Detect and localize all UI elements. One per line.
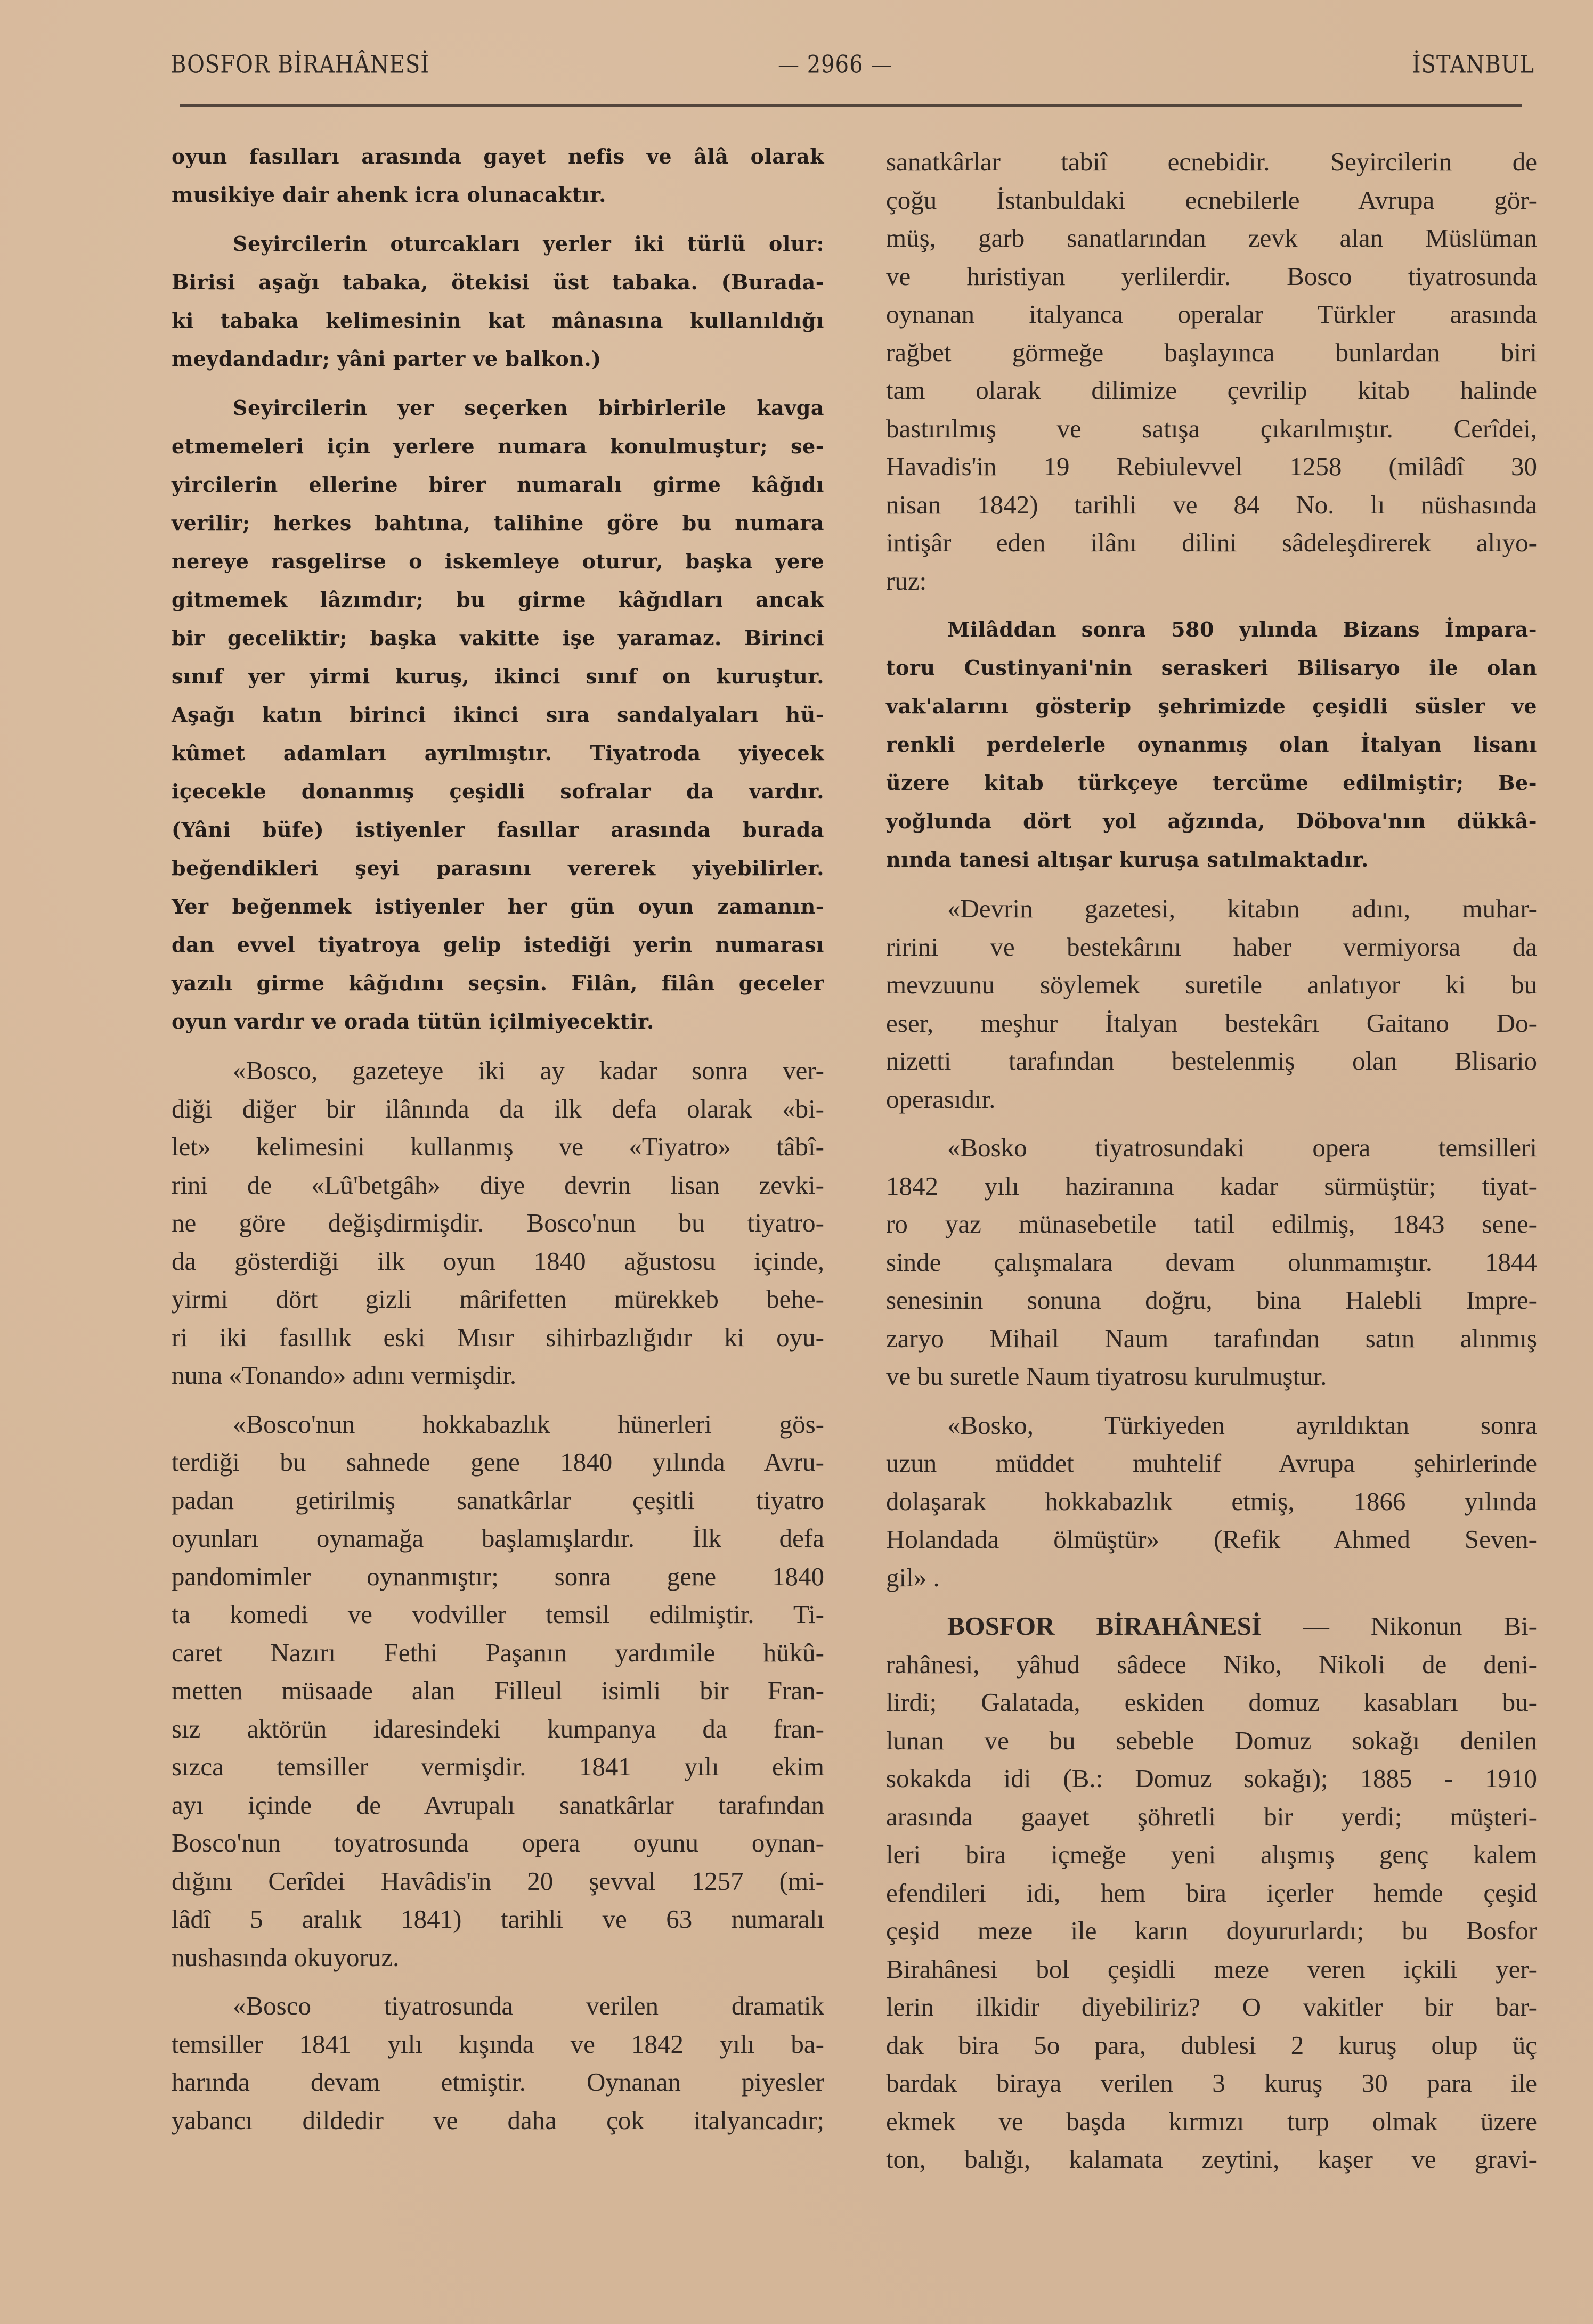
text-line: lâdî 5 aralık 1841) tarihli ve 63 numaralı (172, 1904, 824, 1934)
text-line: diği diğer bir ilânında da ilk defa olarak «bi- (172, 1094, 824, 1123)
text-line: uzun müddet muhtelif Avrupa şehirlerinde (886, 1448, 1537, 1478)
text-line: nizetti tarafından bestelenmiş olan Blisario (886, 1046, 1537, 1075)
text-line: dolaşarak hokkabazlık etmiş, 1866 yılında (886, 1486, 1537, 1516)
text-line: Milâddan sonra 580 yılında Bizans İmpara- (947, 617, 1537, 641)
text-line: üzere kitab türkçeye tercüme edilmiştir; Be- (886, 771, 1537, 795)
text-line: içecekle donanmış çeşidli sofralar da vardır. (172, 779, 824, 803)
text-line: ayı içinde de Avrupalı sanatkârlar tarafından (172, 1790, 824, 1820)
text-line: renkli perdelerle oynanmış olan İtalyan lisanı (886, 732, 1537, 756)
text-line: metten müsaade alan Filleul isimli bir Fran- (172, 1676, 824, 1705)
paragraph (886, 1129, 1537, 1396)
text-line: sokakda idi (B.: Domuz sokağı); 1885 - 1910 (886, 1764, 1537, 1793)
text-line: nında tanesi altışar kuruşa satılmaktadır. (886, 847, 1369, 871)
quoted-advertisement-block (886, 610, 1537, 879)
text-line: ririni ve bestekârını haber vermiyorsa da (886, 932, 1537, 961)
text-line: terdiği bu sahnede gene 1840 yılında Avru- (172, 1447, 824, 1477)
text-line: Seyircilerin yer seçerken birbirlerile kavga (233, 396, 824, 420)
text-line: ri iki fasıllık eski Mısır sihirbazlığıdır ki oyu- (172, 1322, 824, 1352)
text-line: rini de «Lû'betgâh» diye devrin lisan zevki- (172, 1170, 824, 1200)
text-line: sanatkârlar tabiî ecnebidir. Seyircilerin de (886, 147, 1537, 176)
page-number: — 2966 — (778, 51, 893, 79)
text-line: let» kelimesini kullanmış ve «Tiyatro» tâbî- (172, 1132, 824, 1161)
text-line: oyun vardır ve orada tütün içilmiyecektir. (172, 1009, 654, 1033)
text-line: Bosco'nun toyatrosunda opera oyunu oynan- (172, 1828, 824, 1857)
text-line: lirdi; Galatada, eskiden domuz kasabları bu- (886, 1687, 1537, 1717)
text-line: nuna «Tonando» adını vermişdir. (172, 1360, 517, 1390)
text-line: da gösterdiği ilk oyun 1840 ağustosu içinde, (172, 1246, 824, 1276)
text-line: kûmet adamları ayrılmıştır. Tiyatroda yiyecek (172, 741, 824, 765)
text-line: Birahânesi bol çeşidli meze veren içkili yer- (886, 1954, 1537, 1984)
text-line: harında devam etmiştir. Oynanan piyesler (172, 2067, 824, 2097)
text-line: Yer beğenmek istiyenler her gün oyun zamanın- (172, 894, 824, 918)
left-column (172, 137, 824, 2139)
header-entry-title: BOSFOR BİRAHÂNESİ (170, 51, 430, 79)
encyclopedia-entry (886, 1607, 1537, 2179)
text-line: «Devrin gazetesi, kitabın adını, muhar- (947, 894, 1537, 923)
text-line: operasıdır. (886, 1084, 996, 1114)
text-line: verilir; herkes bahtına, talihine göre bu numara (172, 511, 824, 535)
text-line: etmemeleri için yerlere numara konulmuştur; se- (172, 434, 824, 458)
text-line: Havadis'in 19 Rebiulevvel 1258 (milâdî 30 (886, 452, 1537, 481)
text-line: ne göre değişdirmişdir. Bosco'nun bu tiyatro- (172, 1208, 824, 1237)
text-line: musikiye dair ahenk icra olunacaktır. (172, 183, 606, 207)
text-line: sızca temsiller vermişdir. 1841 yılı ekim (172, 1752, 824, 1781)
text-line: senesinin sonuna doğru, bina Halebli Impre- (886, 1285, 1537, 1315)
text-line: nereye rasgelirse o iskemleye oturur, başka yere (172, 549, 824, 573)
text-line: «Bosko tiyatrosundaki opera temsilleri (947, 1133, 1537, 1162)
text-line: meydandadır; yâni parter ve balkon.) (172, 347, 602, 371)
text-line: arasında gaayet şöhretli bir yerdi; müşteri- (886, 1801, 1537, 1831)
text-line: Holandada ölmüştür» (Refik Ahmed Seven- (886, 1524, 1537, 1554)
text-line: çoğu İstanbuldaki ecnebilerle Avrupa gör- (886, 185, 1537, 215)
text-line: oynanan italyanca operalar Türkler arasında (886, 299, 1537, 329)
text-line: rağbet görmeğe başlayınca bunlardan biri (886, 337, 1537, 367)
text-line: (Yâni büfe) istiyenler fasıllar arasında burada (172, 818, 824, 842)
text-line: «Bosco, gazeteye iki ay kadar sonra ver- (233, 1056, 824, 1085)
text-line: oyunları oynamağa başlamışlardır. İlk defa (172, 1523, 824, 1553)
text-line: caret Nazırı Fethi Paşanın yardımile hükû- (172, 1637, 824, 1667)
text-line: yazılı girme kâğıdını seçsin. Filân, filân geceler (172, 971, 824, 995)
text-line: gil» . (886, 1562, 940, 1592)
text-line: padan getirilmiş sanatkârlar çeşitli tiyatro (172, 1485, 824, 1515)
text-line: müş, garb sanatlarından zevk alan Müslüman (886, 223, 1537, 252)
text-line: intişâr eden ilânı dilini sâdeleşdirerek alıyo- (886, 528, 1537, 557)
text-line: yoğlunda dört yol ağzında, Döbova'nın dükkâ- (886, 809, 1537, 833)
text-line: lunan ve bu sebeble Domuz sokağı denilen (886, 1725, 1537, 1755)
text-line: Aşağı katın birinci ikinci sıra sandalyaları hü- (172, 703, 824, 727)
text-line: «Bosko, Türkiyeden ayrıldıktan sonra (947, 1410, 1537, 1440)
text-line: ton, balığı, kalamata zeytini, kaşer ve gravi- (886, 2144, 1537, 2174)
text-line: nushasında okuyoruz. (172, 1942, 400, 1972)
text-line: «Bosco tiyatrosunda verilen dramatik (233, 1991, 824, 2020)
running-header (170, 51, 1534, 83)
text-line: çeşid meze ile karın doyururlardı; bu Bosfor (886, 1916, 1537, 1945)
text-line: gitmemek lâzımdır; bu girme kâğıdları ancak (172, 588, 824, 611)
text-line: oyun fasılları arasında gayet nefis ve âlâ olarak (172, 144, 824, 168)
quote-paragraph (172, 389, 824, 1041)
text-line: mevzuunu söylemek suretile anlatıyor ki bu (886, 970, 1537, 999)
quote-paragraph (172, 137, 824, 214)
text-line: pandomimler oynanmıştır; sonra gene 1840 (172, 1561, 824, 1591)
text-line: bir geceliktir; başka vakitte işe yaramaz. Birinci (172, 626, 824, 650)
entry-first-line (886, 1607, 1537, 1645)
text-line: 1842 yılı haziranına kadar sürmüştür; tiyat- (886, 1171, 1537, 1201)
text-line: ro yaz münasebetile tatil edilmiş, 1843 sene- (886, 1209, 1537, 1238)
text-line: Seyircilerin oturcakları yerler iki türlü olur: (233, 232, 824, 256)
text-line: efendileri idi, hem bira içerler hemde çeşid (886, 1878, 1537, 1907)
text-line: temsiller 1841 yılı kışında ve 1842 yılı ba- (172, 2029, 824, 2059)
text-line: eser, meşhur İtalyan bestekârı Gaitano Do- (886, 1008, 1537, 1038)
paragraph (886, 1406, 1537, 1597)
text-line: ki tabaka kelimesinin kat mânasına kullanıldığı (172, 308, 824, 332)
paragraph (172, 1987, 824, 2139)
text-line: beğendikleri şeyi parasını vererek yiyebilirler. (172, 856, 824, 880)
text-line: ve bu suretle Naum tiyatrosu kurulmuştur. (886, 1361, 1327, 1391)
text-line: yircilerin ellerine birer numaralı girme kâğıdı (172, 472, 824, 496)
text-line: yirmi dört gizli mârifetten mürekkeb behe- (172, 1284, 824, 1314)
right-column (886, 143, 1537, 2179)
text-line: ve hıristiyan yerlilerdir. Bosco tiyatrosunda (886, 261, 1537, 291)
text-line: leri bira içmeğe yeni alışmış genç kalem (886, 1840, 1537, 1869)
quote-paragraph (172, 225, 824, 378)
text-line: ta komedi ve vodviller temsil edilmiştir. Ti- (172, 1600, 824, 1629)
text-line: rahânesi, yâhud sâdece Niko, Nikoli de deni- (886, 1649, 1537, 1679)
quoted-notice-block (172, 137, 824, 1041)
paragraph (886, 143, 1537, 600)
text-line: dığını Cerîdei Havâdis'in 20 şevval 1257 (mi- (172, 1866, 824, 1896)
paragraph (172, 1051, 824, 1395)
text-line: Birisi aşağı tabaka, ötekisi üst tabaka. (Burada- (172, 270, 824, 294)
text-line: yabancı dildedir ve daha çok italyancadır; (172, 2105, 824, 2135)
paragraph (172, 1405, 824, 1977)
entry-title: BOSFOR BİRAHÂNESİ (947, 1611, 1262, 1641)
text-line: bastırılmış ve satışa çıkarılmıştır. Cerîdei, (886, 413, 1537, 443)
text-line: dak bira 5o para, dublesi 2 kuruş olup üç (886, 2030, 1537, 2060)
text-line: sınıf yer yirmi kuruş, ikinci sınıf on kuruştur. (172, 664, 824, 688)
text-line: nisan 1842) tarihli ve 84 No. lı nüshasında (886, 490, 1537, 519)
text-line: ruz: (886, 566, 927, 596)
text-line: sız aktörün idaresindeki kumpanya da fran- (172, 1714, 824, 1743)
text-line: vak'alarını gösterip şehrimizde çeşidli süsler ve (886, 694, 1537, 718)
text-line: bardak biraya verilen 3 kuruş 30 para ile (886, 2068, 1537, 2098)
text-line: zaryo Mihail Naum tarafından satın alınmış (886, 1323, 1537, 1353)
text-line: lerin ilkidir diyebiliriz? O vakitler bir bar- (886, 1992, 1537, 2021)
paragraph (886, 1645, 1537, 2179)
quote-paragraph (886, 610, 1537, 879)
header-rule (180, 104, 1522, 107)
entry-first-line-text: — Nikonun Bi- (1261, 1611, 1537, 1641)
text-line: tam olarak dilimize çevrilip kitab halinde (886, 376, 1537, 405)
text-line: «Bosco'nun hokkabazlık hünerleri gös- (233, 1409, 824, 1439)
paragraph (886, 890, 1537, 1118)
text-line: ekmek ve başda kırmızı turp olmak üzere (886, 2106, 1537, 2136)
text-line: sinde çalışmalara devam olunmamıştır. 1844 (886, 1247, 1537, 1277)
text-line: dan evvel tiyatroya gelip istediği yerin numarası (172, 933, 824, 957)
header-volume-title: İSTANBUL (1412, 51, 1534, 79)
text-line: toru Custinyani'nin seraskeri Bilisaryo ile olan (886, 656, 1537, 680)
